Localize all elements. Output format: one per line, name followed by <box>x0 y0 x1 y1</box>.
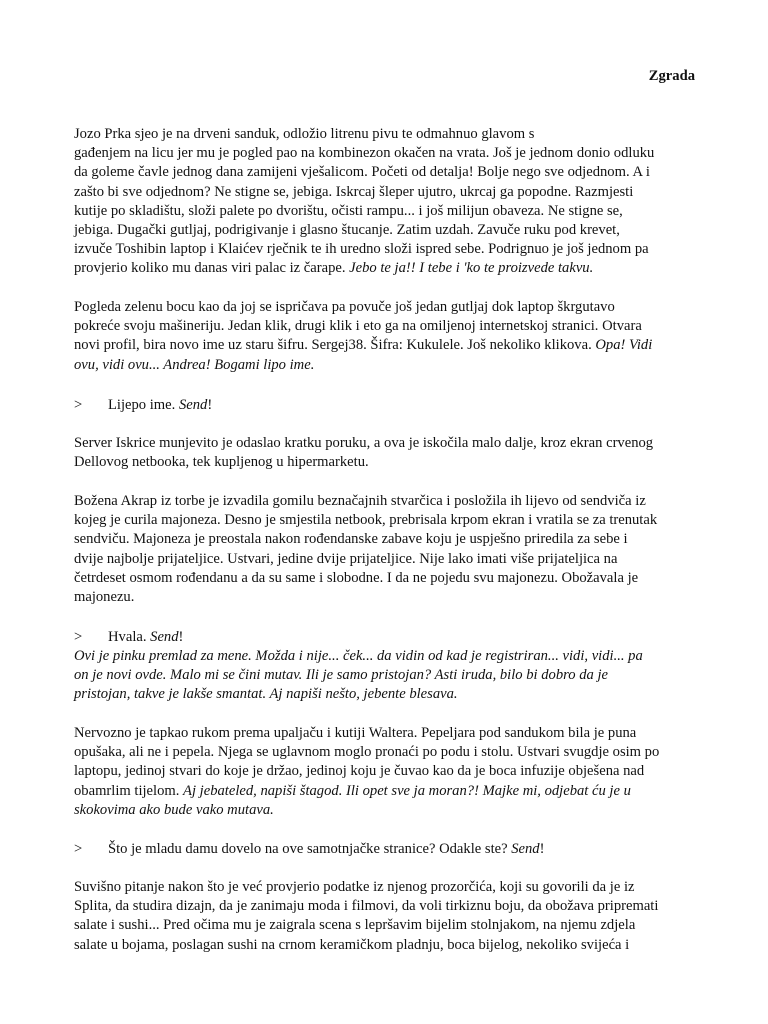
paragraph-6 <box>74 724 698 820</box>
text-line: Jozo Prka sjeo je na drveni sanduk, odložio litrenu pivu te odmahnuo glavom s <box>74 126 535 142</box>
document-title: Zgrada <box>648 68 695 84</box>
text-line <box>74 666 698 685</box>
text-line: laptopu, jedinoj stvari do koje je držao, jedinoj koju je čuvao kao da je boca infuzije obješena nad <box>74 763 645 780</box>
text-line: opušaka, ali ne i pepela. Njega se uglavnom moglo pronaći po podu i stolu. Ustvari svugdje osim po <box>74 744 660 761</box>
reply-text: Hvala. <box>108 629 151 645</box>
text-line <box>74 356 698 375</box>
text-line: Božena Akrap iz torbe je izvadila gomilu beznačajnih stvarčica i posložila ih lijevo od sendviča iz <box>74 493 646 509</box>
reply-text: Lijepo ime. <box>108 397 179 413</box>
italic-thought: Opa! Vidi <box>595 337 653 354</box>
send-word: Send <box>511 841 540 857</box>
reply-marker: > <box>74 841 83 857</box>
text-line: Splita, da studira dizajn, da je zanimaju moda i filmovi, da voli tirkiznu boju, da obožava pripremati <box>74 898 659 915</box>
italic-thought: Jebo te ja!! I tebe i 'ko te proizvede takvu. <box>349 260 594 277</box>
paragraph-5 <box>74 647 698 705</box>
text-line: Suvišno pitanje nakon što je već provjerio podatke iz njenog prozorčića, koji su govorili da je iz <box>74 879 635 895</box>
chat-reply-2 <box>74 628 698 647</box>
text-run: novi profil, bira novo ime uz staru šifru. Sergej38. Šifra: Kukulele. Još nekoliko klikova. <box>74 337 596 354</box>
text-line: četrdeset osmom rođendanu a da su same i slobodne. I da ne pojedu svu majonezu. Obožavala je <box>74 569 639 586</box>
text-line: sendviču. Majoneza je preostala nakon rođendanske zabave koju je uspješno priredila za sebe i <box>74 531 628 548</box>
text-line: zašto bi sve odjednom? Ne stigne se, jebiga. Iskrcaj šleper ujutro, ukrcaj ga popodne. Razmjesti <box>74 183 634 200</box>
text-line <box>74 647 698 666</box>
italic-thought: Ovi je pinku premlad za mene. Možda i nije... ček... da vidin od kad je registriran... vidi, vidi... pa <box>74 648 643 664</box>
paragraph-7 <box>74 878 698 955</box>
text-line: kutije po skladištu, složi palete po dvorištu, očisti rampu... i još milijun obaveza. Ne stigne se, <box>74 202 623 219</box>
text-run: obamrlim tijelom. <box>74 782 184 799</box>
text-line: izvuče Toshibin laptop i Klaićev rječnik te ih uredno složi ispred sebe. Podrignuo je još jednom pa <box>74 241 649 258</box>
italic-thought: ovu, vidi ovu... Andrea! Bogami lipo ime. <box>74 356 315 373</box>
reply-end: ! <box>539 841 545 857</box>
reply-marker: > <box>74 397 83 413</box>
text-line <box>74 259 698 278</box>
paragraph-3 <box>74 434 698 472</box>
text-line <box>74 685 698 704</box>
text-line: pokreće svoju mašineriju. Jedan klik, drugi klik i eto ga na omiljenoj internetskoj stranici. Otvara <box>74 318 642 335</box>
text-line: salate u bojama, poslagan sushi na crnom keramičkom pladnju, boca bijelog, nekoliko svijeća i <box>74 936 630 953</box>
text-line: Server Iskrice munjevito je odaslao kratku poruku, a ova je iskočila malo dalje, kroz ekran crvenog <box>74 435 654 451</box>
text-line <box>74 801 698 820</box>
text-line: dvije najbolje prijateljice. Ustvari, jedine dvije prijateljice. Nije lako imati više prijateljica na <box>74 550 618 567</box>
italic-thought: skokovima ako bude vako mutava. <box>74 801 274 818</box>
text-line: salate i sushi... Pred očima mu je zaigrala scena s lepršavim bijelim stolnjakom, na njemu zdjela <box>74 917 636 934</box>
text-line: Dellovog netbooka, tek kupljenog u hipermarketu. <box>74 454 369 471</box>
text-line: da goleme čavle jednog dana zamijeni vješalicom. Početi od detalja! Bolje nego sve odjednom. A i <box>74 164 650 181</box>
paragraph-1 <box>74 125 698 279</box>
send-word: Send <box>150 629 179 645</box>
text-line <box>74 336 698 355</box>
reply-end: ! <box>207 397 213 413</box>
text-line: Nervozno je tapkao rukom prema upaljaču i kutiji Waltera. Pepeljara pod sandukom bila je puna <box>74 725 637 741</box>
text-line <box>74 782 698 801</box>
reply-end: ! <box>178 629 184 645</box>
text-line: gađenjem na licu jer mu je pogled pao na kombinezon okačen na vrata. Još je jednom donio odluku <box>74 145 655 162</box>
text-line: Pogleda zelenu bocu kao da joj se ispričava pa povuče još jedan gutljaj dok laptop škrgutavo <box>74 299 615 315</box>
reply-text: Što je mladu damu dovelo na ove samotnjačke stranice? Odakle ste? <box>108 841 512 857</box>
text-line: jebiga. Dugački gutljaj, podrigivanje i glasno štucanje. Zatim uzdah. Zavuče ruku pod krevet, <box>74 222 620 239</box>
italic-thought: pristojan, takve je lakše smantat. Aj napiši nešto, jebente blesava. <box>74 686 458 703</box>
send-word: Send <box>178 397 208 413</box>
chat-reply-3 <box>74 840 698 859</box>
italic-thought: Aj jebateled, napiši štagod. Ili opet sve ja moran?! Majke mi, odjebat ću je u <box>183 782 631 799</box>
text-line: majonezu. <box>74 589 135 606</box>
chat-reply-1 <box>74 396 698 415</box>
text-line: kojeg je curila majoneza. Desno je smjestila netbook, prebrisala krpom ekran i vratila se za trenutak <box>74 512 658 529</box>
paragraph-4 <box>74 492 698 607</box>
text-run: provjerio koliko mu danas viri palac iz čarape. <box>74 260 350 277</box>
italic-thought: on je novi ovde. Malo mi se čini mutav. Ili je samo pristojan? Asti iruda, bilo bi dobro da je <box>74 667 608 684</box>
paragraph-2 <box>74 298 698 375</box>
reply-marker: > <box>74 629 83 645</box>
